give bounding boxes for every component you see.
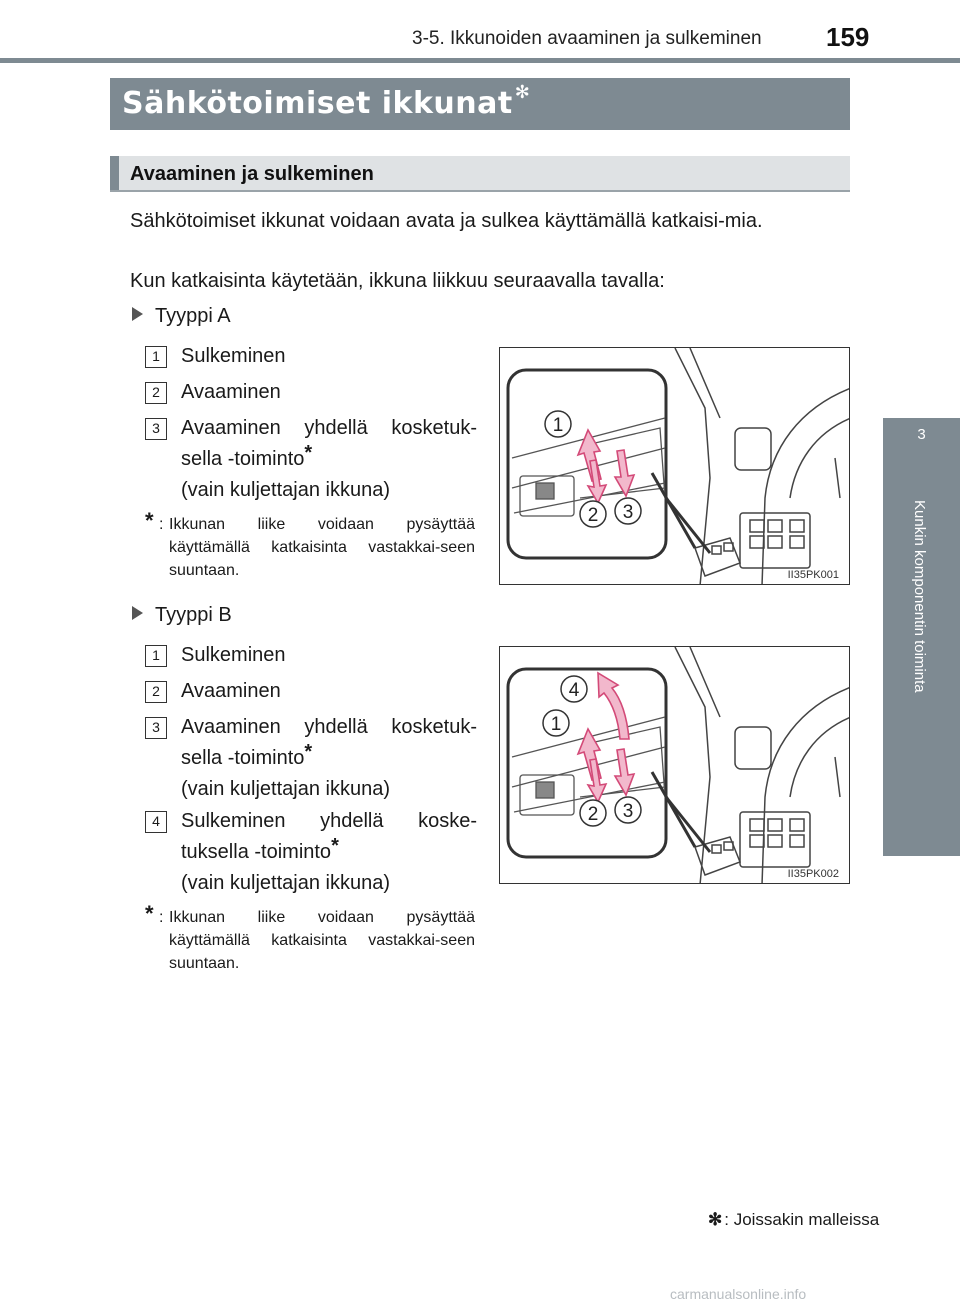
item-subtext: (vain kuljettajan ikkuna): [181, 778, 390, 800]
switch-illustration-b: [500, 647, 850, 884]
type-b-heading: [132, 604, 232, 627]
triangle-bullet-icon: [132, 606, 143, 620]
triangle-bullet-icon: [132, 307, 143, 321]
item-subtext: (vain kuljettajan ikkuna): [181, 872, 390, 894]
chapter-title-wrap: [911, 500, 933, 840]
chapter-number: 3: [917, 426, 926, 443]
callout-label: 1: [550, 714, 562, 735]
callout-number: 3: [145, 717, 167, 739]
item-text-wrap: [181, 413, 477, 506]
chapter-tab: [883, 418, 960, 856]
footnote-star: ✻: [708, 1210, 723, 1229]
item-text: Avaaminen yhdellä kosketuk-sella -toiminto: [181, 716, 477, 769]
type-a-label: Tyyppi A: [155, 305, 231, 327]
figure-code: II35PK002: [787, 868, 839, 880]
intro-paragraph-2: Kun katkaisinta käytetään, ikkuna liikkuu seuraavalla tavalla:: [130, 270, 665, 292]
callout-number: 3: [145, 418, 167, 440]
note-asterisk: *: [145, 901, 154, 926]
callout-number: 2: [145, 382, 167, 404]
callout-number: 4: [145, 811, 167, 833]
asterisk-mark: *: [304, 741, 313, 763]
item-text-wrap: [181, 806, 477, 899]
type-b-label: Tyyppi B: [155, 604, 232, 626]
subheading-accent: [110, 156, 119, 190]
asterisk-mark: *: [304, 442, 313, 464]
section-title-bar: [110, 78, 850, 130]
section-title: [122, 82, 531, 121]
figure-type-a: [499, 347, 850, 585]
chapter-title: Kunkin komponentin toiminta: [911, 500, 928, 693]
intro-paragraph: Sähkötoimiset ikkunat voidaan avata ja sulkea käyttämällä katkaisi-mia.: [130, 210, 763, 232]
callout-label: 3: [622, 801, 634, 822]
note-text: Ikkunan liike voidaan pysäyttää käyttämällä katkaisinta vastakkai-seen suuntaan.: [169, 516, 475, 579]
footnote: [708, 1210, 879, 1230]
subheading: Avaaminen ja sulkeminen: [130, 163, 374, 185]
callout-label: 3: [622, 502, 634, 523]
note-colon: :: [159, 909, 164, 926]
watermark: carmanualsonline.info: [670, 1286, 807, 1302]
item-subtext: (vain kuljettajan ikkuna): [181, 479, 390, 501]
asterisk-mark: *: [331, 835, 339, 857]
item-text: Avaaminen: [181, 381, 281, 403]
item-text-wrap: [181, 712, 477, 805]
figure-type-b: [499, 646, 850, 884]
note-text: Ikkunan liike voidaan pysäyttää käyttämällä katkaisinta vastakkai-seen suuntaan.: [169, 909, 475, 972]
callout-number: 1: [145, 645, 167, 667]
switch-illustration-a: [500, 348, 850, 585]
callout-label: 1: [552, 415, 564, 436]
callout-number: 2: [145, 681, 167, 703]
callout-label: 2: [587, 505, 599, 526]
running-header: 3-5. Ikkunoiden avaaminen ja sulkeminen: [412, 28, 762, 49]
type-a-heading: [132, 305, 231, 328]
item-text: Sulkeminen yhdellä koske-tuksella -toiminto: [181, 810, 477, 863]
note-colon: :: [159, 516, 164, 533]
callout-label: 2: [587, 804, 599, 825]
section-title-text: Sähkötoimiset ikkunat: [122, 86, 513, 121]
note-asterisk: *: [145, 508, 154, 533]
page-number: 159: [826, 22, 870, 52]
item-text: Avaaminen: [181, 680, 281, 702]
header-rule: [0, 58, 960, 63]
subheading-bar: [110, 156, 850, 192]
figure-code: II35PK001: [787, 569, 839, 581]
callout-number: 1: [145, 346, 167, 368]
item-text: Sulkeminen: [181, 345, 286, 367]
title-star-mark: ✻: [514, 82, 531, 103]
footnote-text: : Joissakin malleissa: [724, 1210, 880, 1229]
callout-label: 4: [568, 680, 580, 701]
item-text: Sulkeminen: [181, 644, 286, 666]
item-text: Avaaminen yhdellä kosketuk-sella -toiminto: [181, 417, 477, 470]
